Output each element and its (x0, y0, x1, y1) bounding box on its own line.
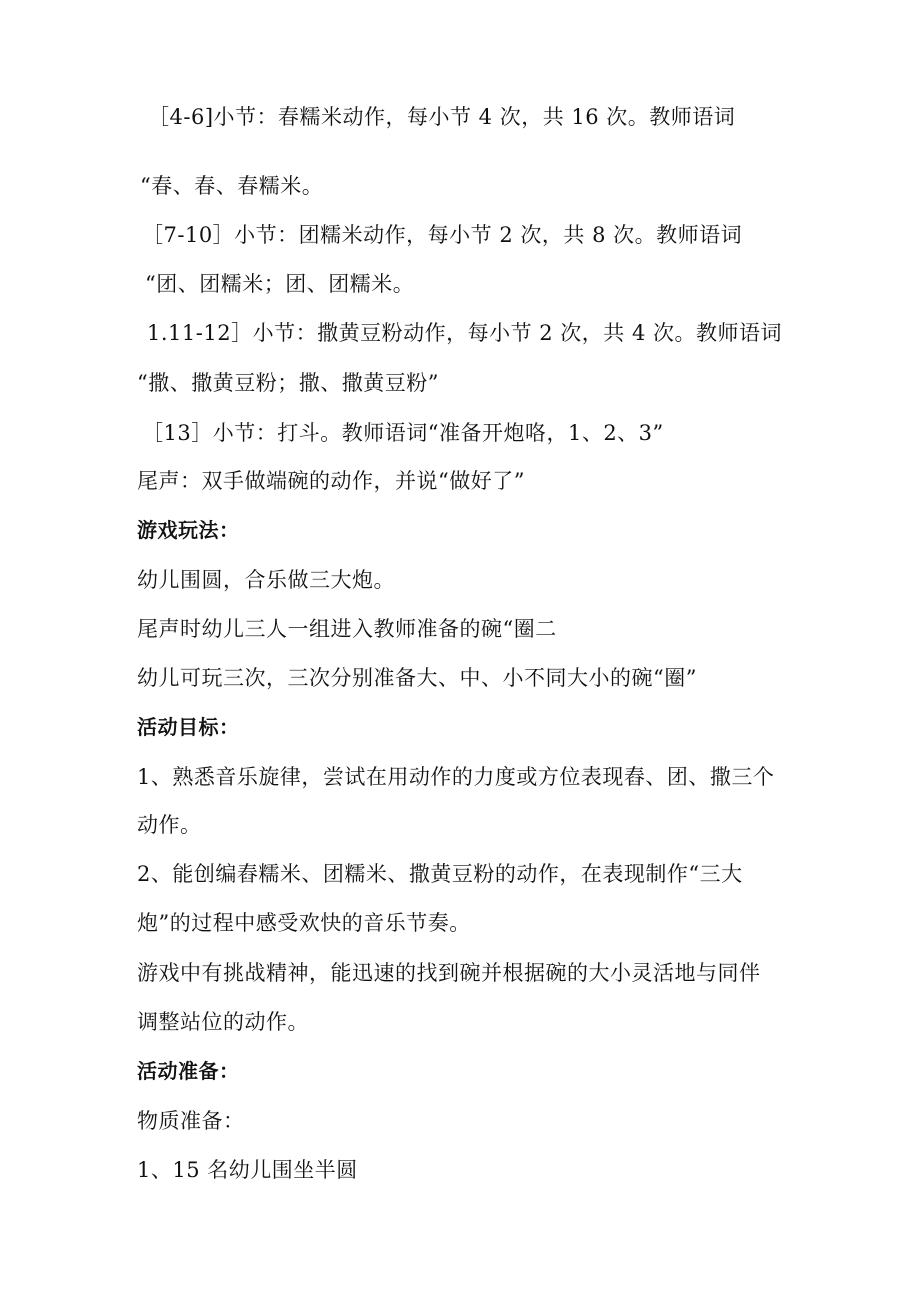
text-line: 动作。 (137, 813, 202, 837)
text-line: 炮”的过程中感受欢快的音乐节奏。 (137, 911, 471, 935)
section-heading-game: 游戏玩法： (137, 518, 240, 542)
text-line: 尾声：双手做端碗的动作，并说“做好了” (137, 469, 525, 493)
text-line: 幼儿可玩三次，三次分别准备大、中、小不同大小的碗“圈” (137, 666, 697, 690)
text-line: 1、15 名幼儿围坐半圆 (137, 1158, 358, 1182)
section-heading-prep: 活动准备： (137, 1059, 240, 1083)
text-line: “撒、撒黄豆粉；撒、撒黄豆粉” (137, 371, 439, 395)
text-line: ［13］小节：打斗。教师语词“准备开炮咯，1、2、3” (142, 421, 664, 445)
text-line: “团、团糯米；团、团糯米。 (145, 272, 415, 296)
text-line: 1、熟悉音乐旋律，尝试在用动作的力度或方位表现舂、团、撒三个 (137, 765, 775, 789)
section-heading-goals: 活动目标： (137, 715, 240, 739)
text-line: “春、春、春糯米。 (140, 174, 324, 198)
text-line: 1.11-12］小节：撒黄豆粉动作，每小节 2 次，共 4 次。教师语词 (147, 321, 782, 345)
text-line: 幼儿围圆，合乐做三大炮。 (137, 568, 395, 592)
text-line: 调整站位的动作。 (137, 1010, 309, 1034)
text-line: ［4-6]小节：春糯米动作，每小节 4 次，共 16 次。教师语词 (148, 105, 736, 129)
text-line: 尾声时幼儿三人一组进入教师准备的碗“圈二 (137, 617, 557, 641)
text-line: 游戏中有挑战精神，能迅速的找到碗并根据碗的大小灵活地与同伴 (137, 961, 761, 985)
text-line: 2、能创编舂糯米、团糯米、撒黄豆粉的动作，在表现制作“三大 (137, 862, 743, 886)
text-line: ［7-10］小节：团糯米动作，每小节 2 次，共 8 次。教师语词 (142, 223, 743, 247)
text-line: 物质准备： (137, 1109, 245, 1133)
